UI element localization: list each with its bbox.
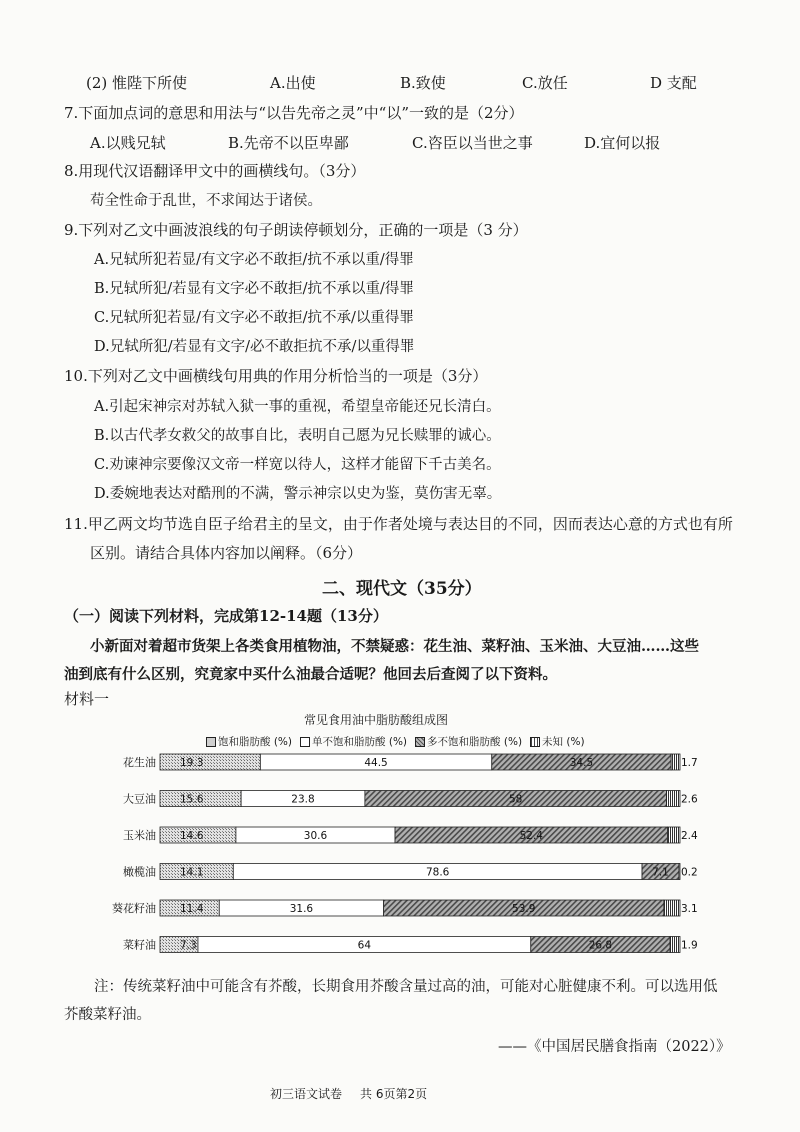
category-label: 花生油: [123, 756, 156, 769]
bar-segment-unknown: [666, 791, 680, 807]
bar-value-label: 31.6: [289, 903, 314, 915]
bar-segment-unknown: [671, 754, 680, 770]
legend-label-unknown: 未知 (%): [542, 736, 585, 748]
q11-line1: 11.甲乙两文均节选自臣子给君主的呈文，由于作者处境与表达目的不同，因而表达心意的方式也有所: [64, 515, 733, 533]
bar-segment-saturated: [160, 754, 260, 770]
note-line2: 芥酸菜籽油。: [64, 1007, 151, 1023]
q10-option-d: D.委婉地表达对酷刑的不满，警示神宗以史为鉴，莫伤害无辜。: [94, 486, 502, 502]
bar-value-label: 2.4: [681, 830, 698, 842]
bar-value-label: 7.3: [180, 939, 197, 952]
q7-option-a: A.以贱兄轼: [90, 134, 166, 152]
section-title: 二、现代文（35分）: [322, 579, 482, 599]
q9-option-d: D.兄轼所犯/若显有文字/必不敢拒抗不承/以重得罪: [94, 339, 415, 355]
subsection-title: （一）阅读下列材料，完成第12-14题（13分）: [64, 607, 388, 625]
bar-value-label: 44.5: [364, 757, 388, 769]
bar-segment-unknown: [668, 827, 680, 843]
bar-segment-unknown: [670, 937, 680, 953]
legend-swatch-saturated: [206, 737, 216, 747]
legend-swatch-unknown: [530, 737, 540, 747]
bar-value-label: 53.9: [512, 903, 536, 915]
legend-label-poly: 多不饱和脂肪酸 (%): [427, 736, 523, 748]
q10-option-a: A.引起宋神宗对苏轼入狱一事的重视，希望皇帝能还兄长清白。: [94, 399, 501, 415]
bar-value-label: 26.8: [588, 939, 613, 952]
intro-line1: 小新面对着超市货架上各类食用植物油，不禁疑惑：花生油、菜籽油、玉米油、大豆油……这些: [90, 638, 699, 655]
bar-value-label: 1.9: [681, 939, 698, 952]
footer-page-number: 共 6页第2页: [360, 1087, 428, 1101]
bar-value-label: 14.6: [180, 830, 204, 842]
legend-item-mono: [300, 737, 407, 748]
q7-option-b: B.先帝不以臣卑鄙: [228, 134, 349, 152]
q10-stem: 10.下列对乙文中画横线句用典的作用分析恰当的一项是（3分）: [64, 367, 488, 385]
q7-option-d: D.宜何以报: [584, 134, 661, 152]
legend-label-saturated: 饱和脂肪酸 (%): [218, 736, 293, 748]
bar-value-label: 58: [508, 793, 523, 806]
q6-sub2-label: (2) 惟陛下所使: [86, 74, 188, 92]
bar-segment-unknown: [664, 900, 680, 916]
bar-value-label: 78.6: [425, 866, 450, 879]
category-label: 橄榄油: [123, 865, 156, 879]
bar-value-label: 11.4: [180, 903, 204, 915]
chart-legend: [206, 737, 585, 748]
bar-segment-unknown: [679, 864, 680, 880]
legend-item-unknown: [530, 737, 585, 748]
q6-option-d: D 支配: [650, 74, 697, 92]
legend-label-mono: 单不饱和脂肪酸 (%): [312, 736, 408, 748]
fatty-acid-chart: [100, 748, 700, 970]
q11-line2: 区别。请结合具体内容加以阐释。（6分）: [90, 544, 363, 562]
q6-option-a: A.出使: [270, 74, 316, 92]
q6-option-b: B.致使: [400, 74, 446, 92]
q10-option-c: C.劝谏神宗要像汉文帝一样宽以待人，这样才能留下千古美名。: [94, 457, 501, 473]
q6-option-c: C.放任: [522, 74, 568, 92]
category-label: 玉米油: [123, 829, 156, 842]
bar-value-label: 23.8: [291, 793, 315, 806]
legend-item-poly: [415, 737, 522, 748]
bar-value-label: 19.3: [180, 757, 204, 769]
q8-stem: 8.用现代汉语翻译甲文中的画横线句。（3分）: [64, 162, 366, 180]
q8-quote: 苟全性命于乱世，不求闻达于诸侯。: [90, 193, 322, 209]
material-label: 材料一: [64, 690, 110, 708]
category-label: 葵花籽油: [112, 902, 156, 915]
q9-stem: 9.下列对乙文中画波浪线的句子朗读停顿划分，正确的一项是（3 分）: [64, 221, 528, 239]
bar-value-label: 34.5: [569, 757, 594, 769]
q9-option-c: C.兄轼所犯若显/有文字必不敢拒/抗不承/以重得罪: [94, 310, 414, 326]
bar-value-label: 1.7: [681, 757, 698, 769]
chart-title: 常见食用油中脂肪酸组成图: [304, 713, 449, 727]
legend-swatch-mono: [300, 737, 310, 747]
source-citation: ——《中国居民膳食指南（2022）》: [498, 1039, 731, 1055]
bar-value-label: 0.2: [681, 866, 698, 879]
q9-option-b: B.兄轼所犯/若显有文字必不敢拒/抗不承以重/得罪: [94, 281, 414, 297]
bar-value-label: 52.4: [519, 830, 543, 842]
intro-line2: 油到底有什么区别，究竟家中买什么油最合适呢？他回去后查阅了以下资料。: [64, 666, 557, 683]
legend-item-saturated: [206, 737, 292, 748]
legend-swatch-poly: [415, 737, 425, 747]
bar-value-label: 14.1: [180, 866, 204, 879]
category-label: 菜籽油: [123, 938, 156, 952]
bar-value-label: 3.1: [681, 903, 698, 915]
bar-value-label: 2.6: [681, 793, 698, 806]
bar-value-label: 7.1: [652, 866, 669, 879]
q7-option-c: C.咨臣以当世之事: [412, 134, 533, 152]
footer-exam-name: 初三语文试卷: [270, 1087, 343, 1101]
q7-stem: 7.下面加点词的意思和用法与“以告先帝之灵”中“以”一致的是（2分）: [64, 104, 524, 122]
note-line1: 注：传统菜籽油中可能含有芥酸，长期食用芥酸含量过高的油，可能对心脏健康不利。可以选用低: [94, 979, 718, 995]
bar-value-label: 30.6: [303, 830, 328, 842]
bar-value-label: 15.6: [180, 793, 204, 806]
bar-value-label: 64: [357, 939, 372, 952]
q10-option-b: B.以古代孝女救父的故事自比，表明自己愿为兄长赎罪的诚心。: [94, 428, 501, 444]
q9-option-a: A.兄轼所犯若显/有文字必不敢拒/抗不承以重/得罪: [94, 252, 414, 268]
category-label: 大豆油: [123, 792, 156, 806]
